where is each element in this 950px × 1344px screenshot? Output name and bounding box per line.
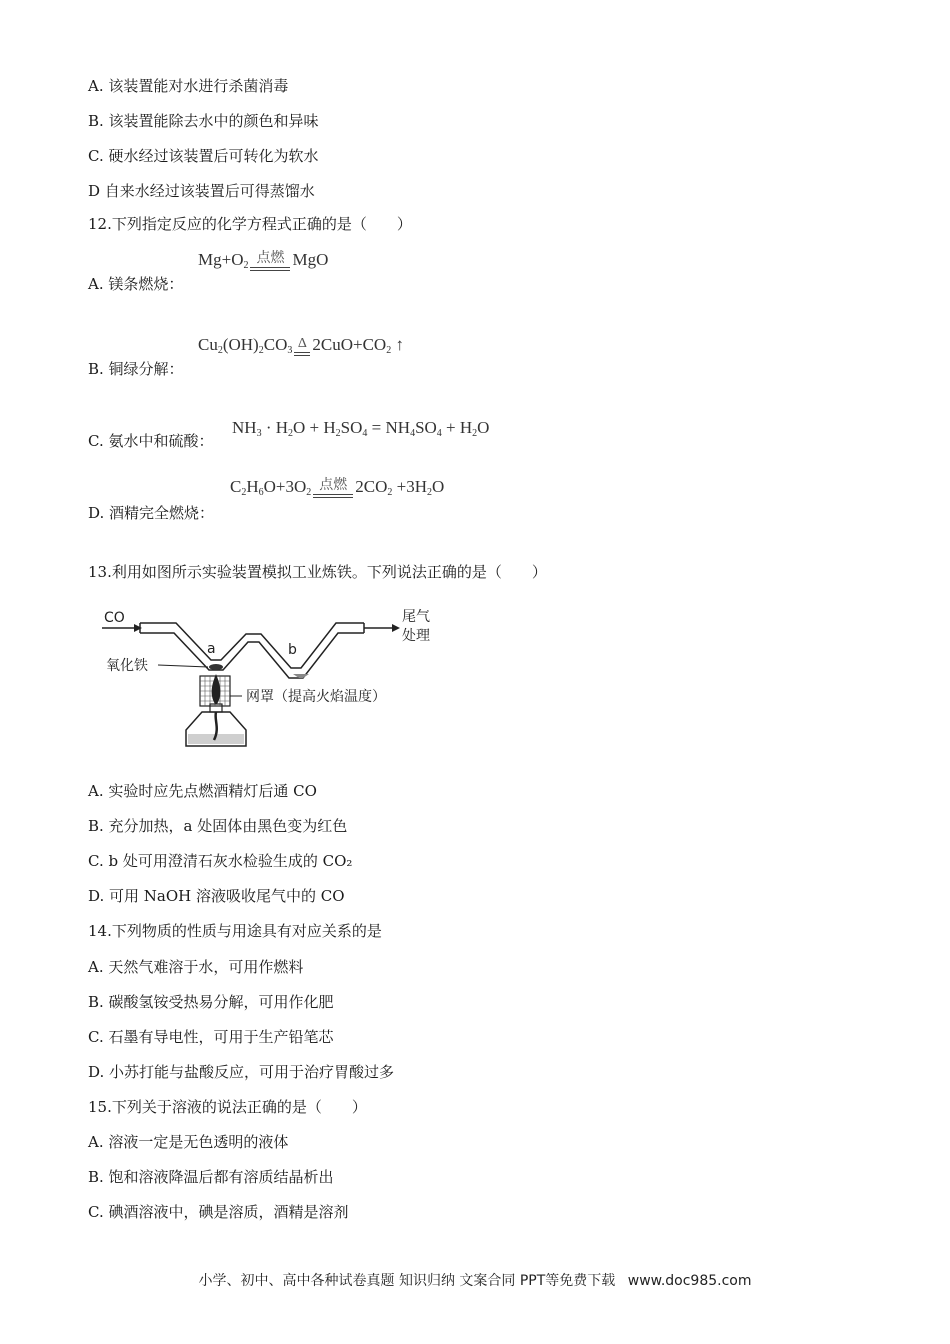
q12-option-b-label: B. 铜绿分解： bbox=[88, 360, 184, 378]
q12-option-c-formula: $NH_3 \cdot H_2O + H_2SO_4 = NH_4SO_4 + H_2O$ bbox=[232, 418, 490, 439]
figure-iron-oxide-label: 氧化铁 bbox=[106, 658, 148, 674]
q12-stem: 12.下列指定反应的化学方程式正确的是（ ） bbox=[88, 215, 412, 233]
q12-option-b-formula: $Cu_2(OH)_2CO_3$ Δ $2CuO+CO_2$ ↑ bbox=[198, 335, 404, 356]
q12-option-a-label: A. 镁条燃烧： bbox=[88, 275, 184, 293]
q14-option-c: C. 石墨有导电性，可用于生产铅笔芯 bbox=[88, 1028, 334, 1046]
q12-option-d-formula: $C_2H_6O+3O_2$ 点燃 $2CO_2 +3H_2O$ bbox=[230, 477, 445, 498]
figure-co-label: CO bbox=[104, 610, 125, 626]
iron-smelting-apparatus-figure bbox=[96, 604, 456, 754]
figure-a-label: a bbox=[207, 641, 216, 657]
figure-net-label: 网罩（提高火焰温度） bbox=[246, 689, 386, 705]
q13-option-c: C. b 处可用澄清石灰水检验生成的 CO₂ bbox=[88, 852, 353, 870]
q12-option-c-label: C. 氨水中和硫酸： bbox=[88, 432, 214, 450]
q11-option-b: B. 该装置能除去水中的颜色和异味 bbox=[88, 112, 319, 130]
q14-option-d: D. 小苏打能与盐酸反应，可用于治疗胃酸过多 bbox=[88, 1063, 395, 1081]
q11-option-c: C. 硬水经过该装置后可转化为软水 bbox=[88, 147, 319, 165]
q13-stem: 13.利用如图所示实验装置模拟工业炼铁。下列说法正确的是（ ） bbox=[88, 563, 547, 581]
page-footer bbox=[0, 1270, 950, 1290]
formula-a-sub: 2 bbox=[243, 260, 249, 271]
q15-option-a: A. 溶液一定是无色透明的液体 bbox=[88, 1133, 289, 1151]
q11-option-a: A. 该装置能对水进行杀菌消毒 bbox=[88, 77, 289, 95]
q14-stem: 14.下列物质的性质与用途具有对应关系的是 bbox=[88, 922, 382, 940]
formula-a-rhs: MgO bbox=[292, 250, 329, 269]
q14-option-a: A. 天然气难溶于水，可用作燃料 bbox=[88, 958, 304, 976]
q13-option-b: B. 充分加热，a 处固体由黑色变为红色 bbox=[88, 817, 348, 835]
q13-option-a: A. 实验时应先点燃酒精灯后通 CO bbox=[88, 782, 317, 800]
formula-a-condition: 点燃 bbox=[256, 251, 285, 266]
q12-option-d-label: D. 酒精完全燃烧： bbox=[88, 504, 215, 522]
formula-a-lhs: Mg+O bbox=[198, 250, 244, 269]
footer-link[interactable]: www.doc985.com bbox=[627, 1273, 752, 1289]
figure-tail-label-1: 尾气 bbox=[402, 609, 430, 625]
formula-d-condition: 点燃 bbox=[319, 478, 348, 493]
q13-option-d: D. 可用 NaOH 溶液吸收尾气中的 CO bbox=[88, 887, 345, 905]
q15-option-b: B. 饱和溶液降温后都有溶质结晶析出 bbox=[88, 1168, 334, 1186]
figure-b-label: b bbox=[288, 642, 297, 658]
q12-option-a-formula bbox=[198, 250, 328, 271]
q15-stem: 15.下列关于溶液的说法正确的是（ ） bbox=[88, 1098, 367, 1116]
formula-b-condition: Δ bbox=[297, 336, 307, 351]
q11-option-d: D 自来水经过该装置后可得蒸馏水 bbox=[88, 182, 315, 200]
q15-option-c: C. 碘酒溶液中，碘是溶质，酒精是溶剂 bbox=[88, 1203, 349, 1221]
q14-option-b: B. 碳酸氢铵受热易分解，可用作化肥 bbox=[88, 993, 334, 1011]
footer-text: 小学、初中、高中各种试卷真题 知识归纳 文案合同 PPT等免费下载 bbox=[198, 1273, 616, 1289]
figure-tail-label-2: 处理 bbox=[402, 628, 430, 644]
